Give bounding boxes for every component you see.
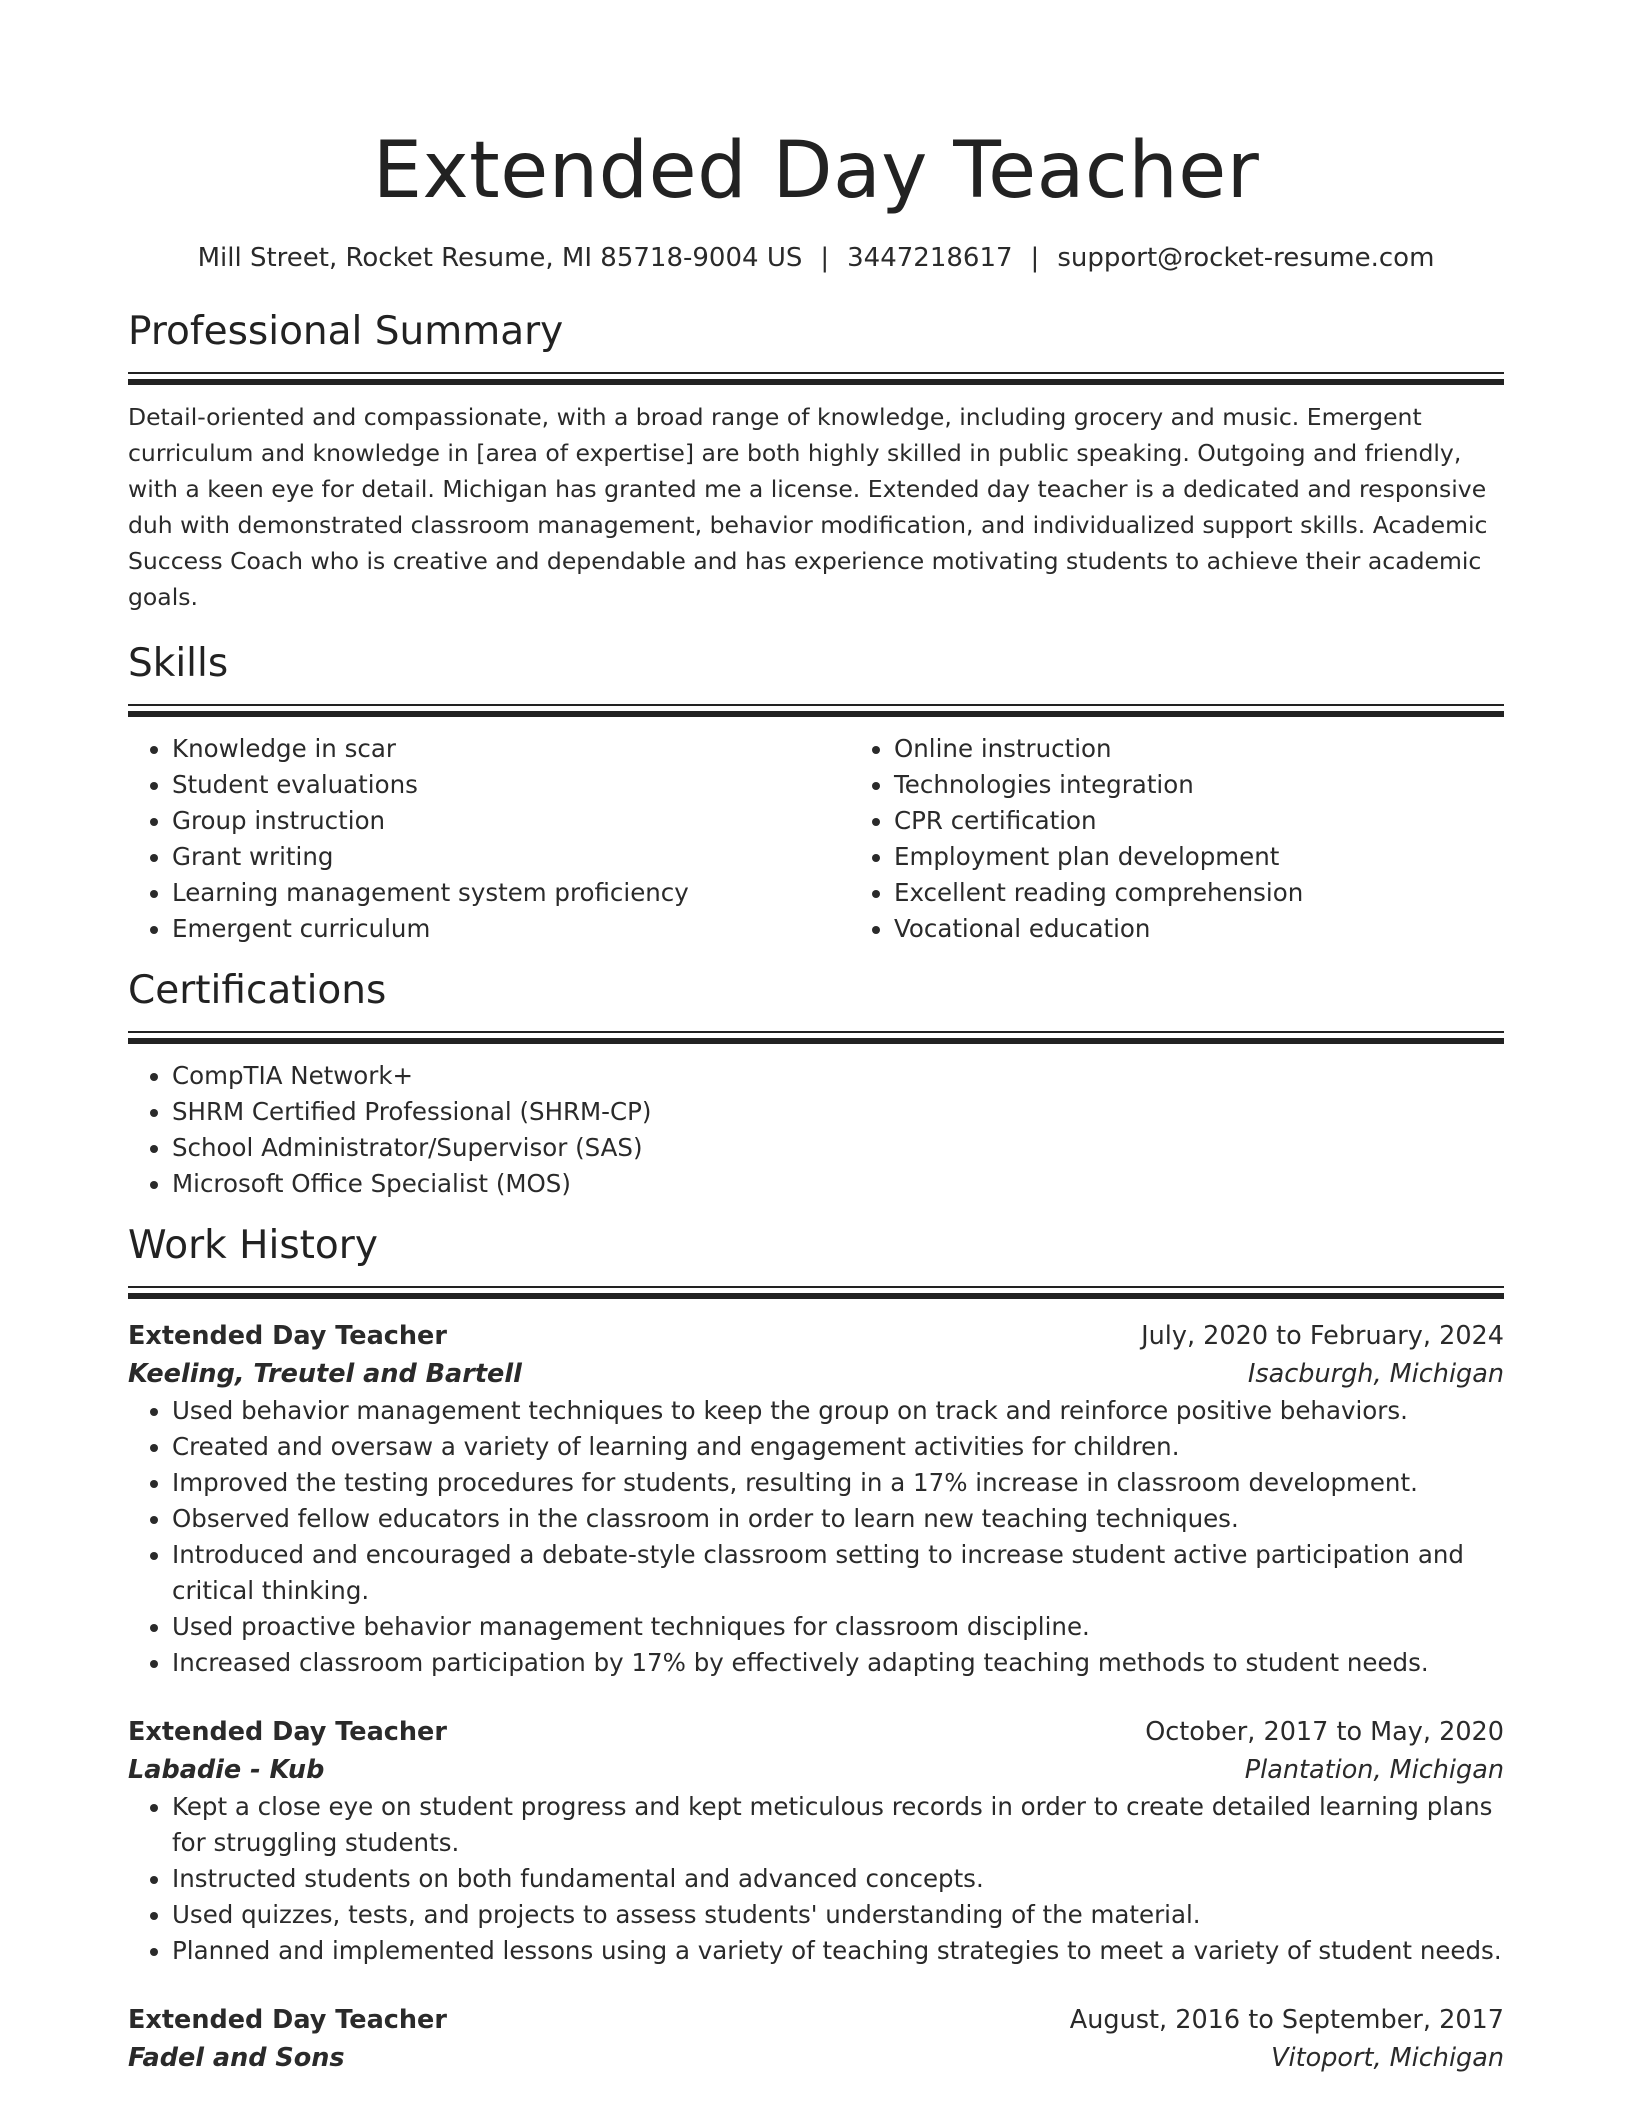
job-subhead (128, 1355, 1504, 1393)
job-subhead (128, 2039, 1504, 2077)
job-location: Plantation, Michigan (1244, 1755, 1504, 1785)
section-rule-thin (128, 704, 1504, 706)
list-item: • Instructed students on both fundamental and advanced concepts. (172, 1861, 1504, 1897)
summary-section (128, 306, 1504, 615)
section-rule-thick (128, 379, 1504, 385)
list-item: • Emergent curriculum (172, 911, 850, 947)
list-item: • Microsoft Office Specialist (MOS) (172, 1166, 1504, 1202)
list-item: • SHRM Certified Professional (SHRM-CP) (172, 1094, 1504, 1130)
list-item: • Planned and implemented lessons using a variety of teaching strategies to meet a variety of student needs. (172, 1933, 1504, 1969)
section-rule-thick (128, 711, 1504, 717)
job-entry (128, 2001, 1504, 2077)
list-item: • Vocational education (894, 911, 1572, 947)
section-rule-thin (128, 372, 1504, 374)
section-rule-thin (128, 1286, 1504, 1288)
job-location: Vitoport, Michigan (1271, 2043, 1504, 2073)
list-item: • Introduced and encouraged a debate-style classroom setting to increase student active participation and critical thinking. (172, 1537, 1504, 1609)
list-item: • Learning management system proficiency (172, 875, 850, 911)
job-company: Labadie - Kub (128, 1755, 325, 1785)
list-item: • Observed fellow educators in the classroom in order to learn new teaching techniques. (172, 1501, 1504, 1537)
job-title: Extended Day Teacher (128, 1717, 447, 1747)
job-entry (128, 1713, 1504, 1969)
job-bullets (128, 1789, 1504, 1969)
certifications-list (128, 1058, 1504, 1202)
work-section (128, 1220, 1504, 2077)
list-item: • CompTIA Network+ (172, 1058, 1504, 1094)
list-item: • Used proactive behavior management techniques for classroom discipline. (172, 1609, 1504, 1645)
certifications-section (128, 965, 1504, 1202)
list-item: • Used quizzes, tests, and projects to assess students' understanding of the material. (172, 1897, 1504, 1933)
resume-page (128, 0, 1504, 2077)
certifications-heading: Certifications (128, 968, 387, 1013)
list-item: • Excellent reading comprehension (894, 875, 1572, 911)
job-subhead (128, 1751, 1504, 1789)
contact-email[interactable]: support@rocket-resume.com (1057, 243, 1435, 273)
contact-address: Mill Street, Rocket Resume, MI 85718-9004 US (197, 243, 803, 273)
job-entry (128, 1317, 1504, 1681)
section-rule-thick (128, 1293, 1504, 1299)
resume-name: Extended Day Teacher (372, 126, 1260, 216)
list-item: • Knowledge in scar (172, 731, 850, 767)
list-item: • Used behavior management techniques to keep the group on track and reinforce positive behaviors. (172, 1393, 1504, 1429)
list-item: • Student evaluations (172, 767, 850, 803)
job-title: Extended Day Teacher (128, 1321, 447, 1351)
contact-phone: 3447218617 (847, 243, 1013, 273)
section-rule-thick (128, 1038, 1504, 1044)
skills-list-left (128, 731, 850, 947)
list-item: • Created and oversaw a variety of learning and engagement activities for children. (172, 1429, 1504, 1465)
list-item: • Increased classroom participation by 17% by effectively adapting teaching methods to student needs. (172, 1645, 1504, 1681)
list-item: • Improved the testing procedures for students, resulting in a 17% increase in classroom development. (172, 1465, 1504, 1501)
summary-heading: Professional Summary (128, 309, 564, 354)
list-item: • Group instruction (172, 803, 850, 839)
contact-separator: | (820, 243, 830, 273)
contact-line (128, 240, 1504, 276)
job-bullets (128, 1393, 1504, 1681)
section-rule-thin (128, 1031, 1504, 1033)
work-heading: Work History (128, 1223, 378, 1268)
contact-separator: | (1030, 243, 1040, 273)
job-dates: October, 2017 to May, 2020 (1145, 1717, 1504, 1747)
list-item: • Technologies integration (894, 767, 1572, 803)
skills-heading: Skills (128, 641, 229, 686)
job-company: Fadel and Sons (128, 2043, 345, 2073)
list-item: • School Administrator/Supervisor (SAS) (172, 1130, 1504, 1166)
skills-list-right (850, 731, 1572, 947)
job-head (128, 1317, 1504, 1355)
job-dates: July, 2020 to February, 2024 (1141, 1321, 1504, 1351)
job-company: Keeling, Treutel and Bartell (128, 1359, 522, 1389)
job-dates: August, 2016 to September, 2017 (1069, 2005, 1504, 2035)
list-item: • CPR certification (894, 803, 1572, 839)
job-head (128, 2001, 1504, 2039)
skills-section (128, 638, 1504, 947)
job-title: Extended Day Teacher (128, 2005, 447, 2035)
skills-grid (128, 731, 1504, 947)
list-item: • Grant writing (172, 839, 850, 875)
list-item: • Employment plan development (894, 839, 1572, 875)
job-head (128, 1713, 1504, 1751)
list-item: • Kept a close eye on student progress and kept meticulous records in order to create detailed learning plans for struggling students. (172, 1789, 1504, 1861)
job-location: Isacburgh, Michigan (1247, 1359, 1504, 1389)
summary-text: Detail-oriented and compassionate, with a broad range of knowledge, including grocery and music. Emergent curriculum and knowledge in [area of expertise] are both highly skilled in public speaking. Outgoing and friendly, with a keen eye for detail. Michigan has granted me a license. Extended day teacher is a dedicated and responsive duh with demonstrated classroom management, behavior modification, and individualized support skills. Academic Success Coach who is creative and dependable and has experience motivating students to achieve their academic goals. (128, 403, 1488, 611)
list-item: • Online instruction (894, 731, 1572, 767)
